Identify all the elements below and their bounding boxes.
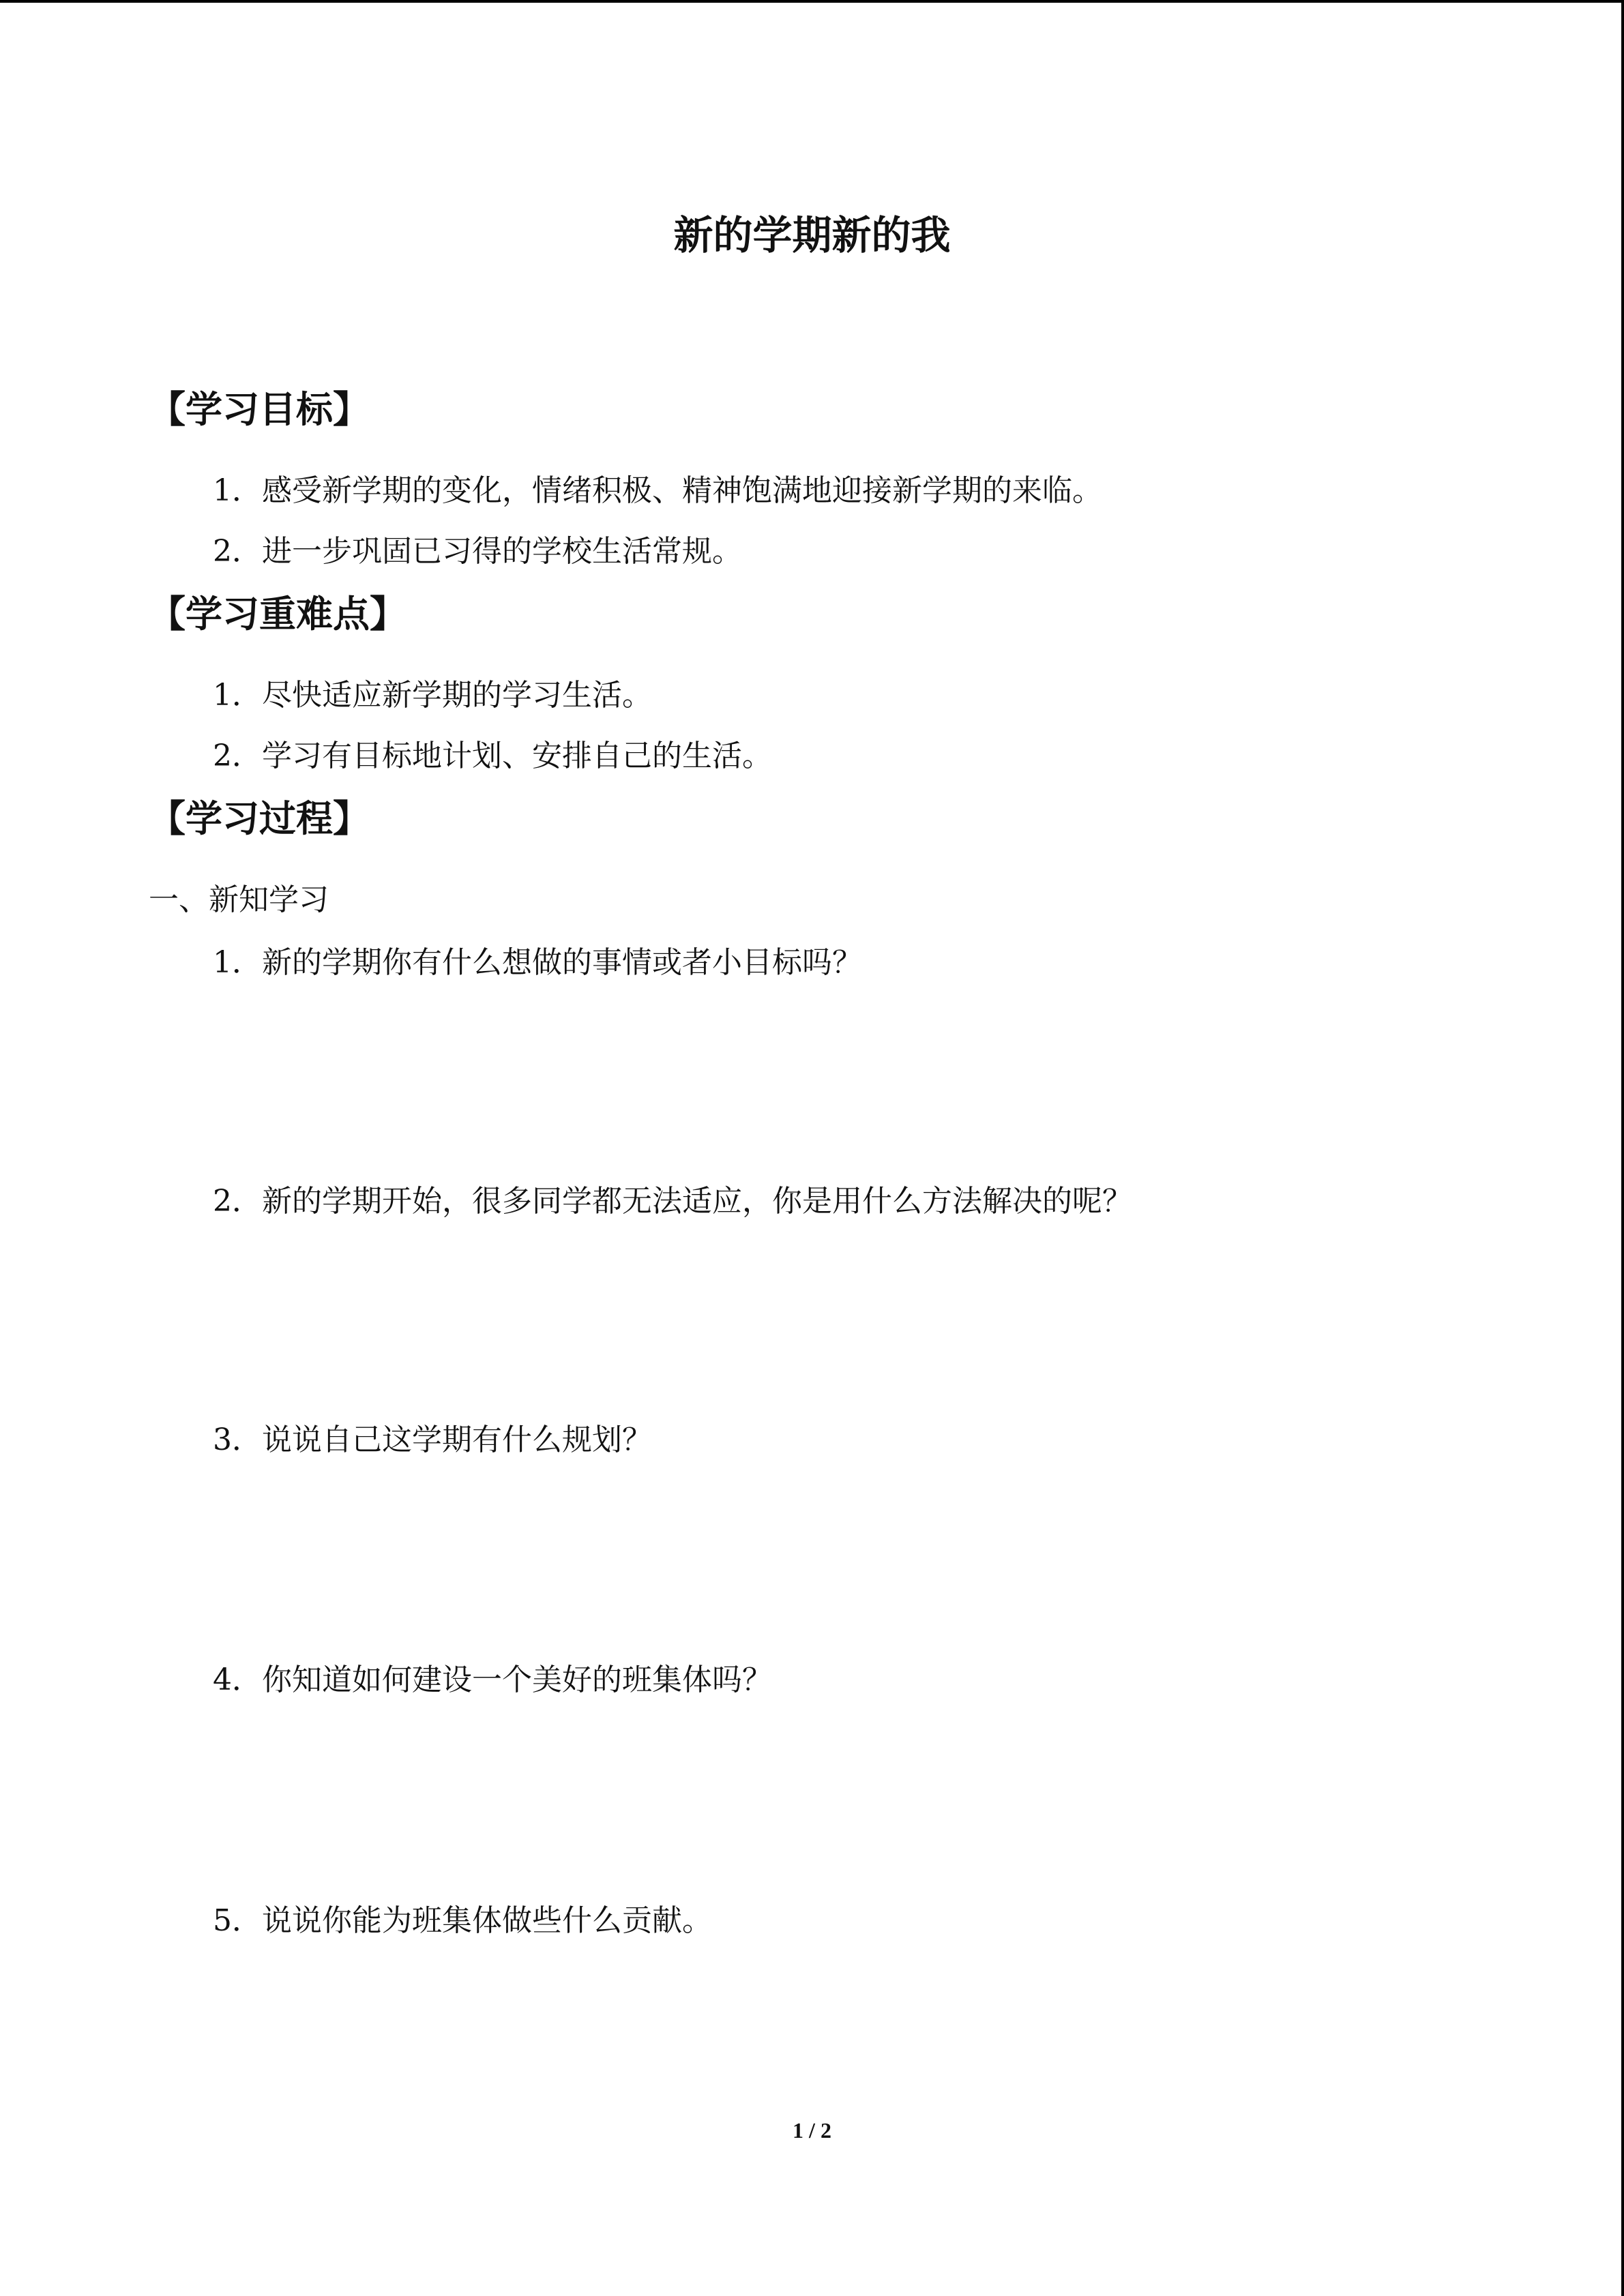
question-item-2: 2．新的学期开始，很多同学都无法适应，你是用什么方法解决的呢？ bbox=[213, 1184, 1132, 1219]
key-point-item-1: 1．尽快适应新学期的学习生活。 bbox=[213, 678, 652, 713]
page-right-border bbox=[1621, 0, 1624, 2296]
page-top-border bbox=[0, 0, 1624, 3]
page-number: 1 / 2 bbox=[793, 2118, 831, 2143]
key-point-item-2: 2．学习有目标地计划、安排自己的生活。 bbox=[213, 739, 772, 773]
section-heading-learning-process: 【学习过程】 bbox=[149, 797, 370, 840]
section-heading-learning-goals: 【学习目标】 bbox=[149, 388, 370, 431]
question-item-1: 1．新的学期你有什么想做的事情或者小目标吗？ bbox=[213, 945, 862, 980]
learning-goal-item-1: 1．感受新学期的变化，情绪积极、精神饱满地迎接新学期的来临。 bbox=[213, 473, 1102, 508]
document-title: 新的学期新的我 bbox=[673, 212, 951, 258]
question-item-4: 4．你知道如何建设一个美好的班集体吗？ bbox=[213, 1663, 772, 1697]
question-item-5: 5．说说你能为班集体做些什么贡献。 bbox=[213, 1903, 712, 1938]
section-heading-key-points: 【学习重难点】 bbox=[149, 593, 407, 636]
learning-goal-item-2: 2．进一步巩固已习得的学校生活常规。 bbox=[213, 534, 742, 569]
subheading-new-knowledge: 一、新知学习 bbox=[149, 882, 329, 917]
question-item-3: 3．说说自己这学期有什么规划？ bbox=[213, 1422, 652, 1457]
